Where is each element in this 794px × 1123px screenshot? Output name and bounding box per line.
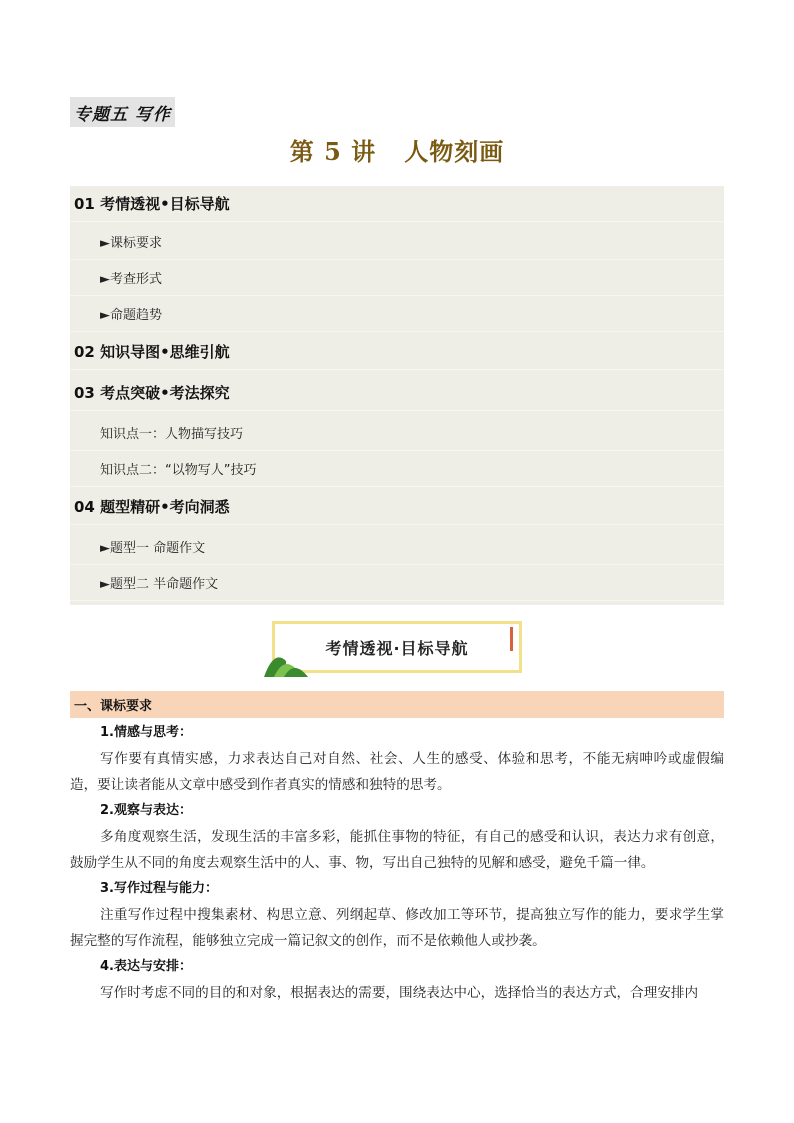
toc-item-type-2[interactable]: ►题型二 半命题作文	[70, 565, 724, 601]
point-heading: 1.情感与思考：	[100, 725, 192, 740]
toc-item-knowledge-2[interactable]: 知识点二：“以物写人”技巧	[70, 451, 724, 487]
hills-icon	[264, 647, 310, 679]
accent-line-icon	[510, 627, 514, 651]
toc-section-4[interactable]: 04 题型精研•考向洞悉	[70, 489, 724, 525]
toc-item-exam-form[interactable]: ►考查形式	[70, 260, 724, 296]
point-heading: 3.写作过程与能力：	[100, 881, 218, 896]
point-heading: 4.表达与安排：	[100, 959, 192, 974]
point-paragraph: 写作要有真情实感，力求表达自己对自然、社会、人生的感受、体验和思考，不能无病呻吟或虚假编造，要让读者能从文章中感受到作者真实的情感和独特的思考。	[70, 751, 724, 793]
topic-tag: 专题五 写作	[70, 97, 175, 127]
toc-section-2[interactable]: 02 知识导图•思维引航	[70, 334, 724, 370]
banner-title: 考情透视·目标导航	[325, 638, 469, 658]
table-of-contents	[70, 186, 724, 605]
toc-item-type-1[interactable]: ►题型一 命题作文	[70, 529, 724, 565]
point-paragraph: 多角度观察生活，发现生活的丰富多彩，能抓住事物的特征，有自己的感受和认识，表达力求有创意，鼓励学生从不同的角度去观察生活中的人、事、物，写出自己独特的见解和感受，避免千篇一律。	[70, 829, 724, 871]
toc-item-trend[interactable]: ►命题趋势	[70, 296, 724, 332]
toc-section-1[interactable]: 01 考情透视•目标导航	[70, 186, 724, 222]
content-body	[70, 720, 724, 1006]
toc-item-knowledge-1[interactable]: 知识点一：人物描写技巧	[70, 415, 724, 451]
section-banner	[272, 621, 522, 673]
point-paragraph: 写作时考虑不同的目的和对象，根据表达的需要，围绕表达中心，选择恰当的表达方式，合理安排内	[100, 985, 699, 1001]
lecture-title: 第 5 讲 人物刻画	[289, 137, 505, 166]
section-heading: 一、课标要求	[70, 691, 724, 718]
toc-section-3[interactable]: 03 考点突破•考法探究	[70, 375, 724, 411]
point-heading: 2.观察与表达：	[100, 803, 192, 818]
point-paragraph: 注重写作过程中搜集素材、构思立意、列纲起草、修改加工等环节，提高独立写作的能力，要求学生掌握完整的写作流程，能够独立完成一篇记叙文的创作，而不是依赖他人或抄袭。	[70, 907, 724, 949]
toc-item-curriculum[interactable]: ►课标要求	[70, 224, 724, 260]
